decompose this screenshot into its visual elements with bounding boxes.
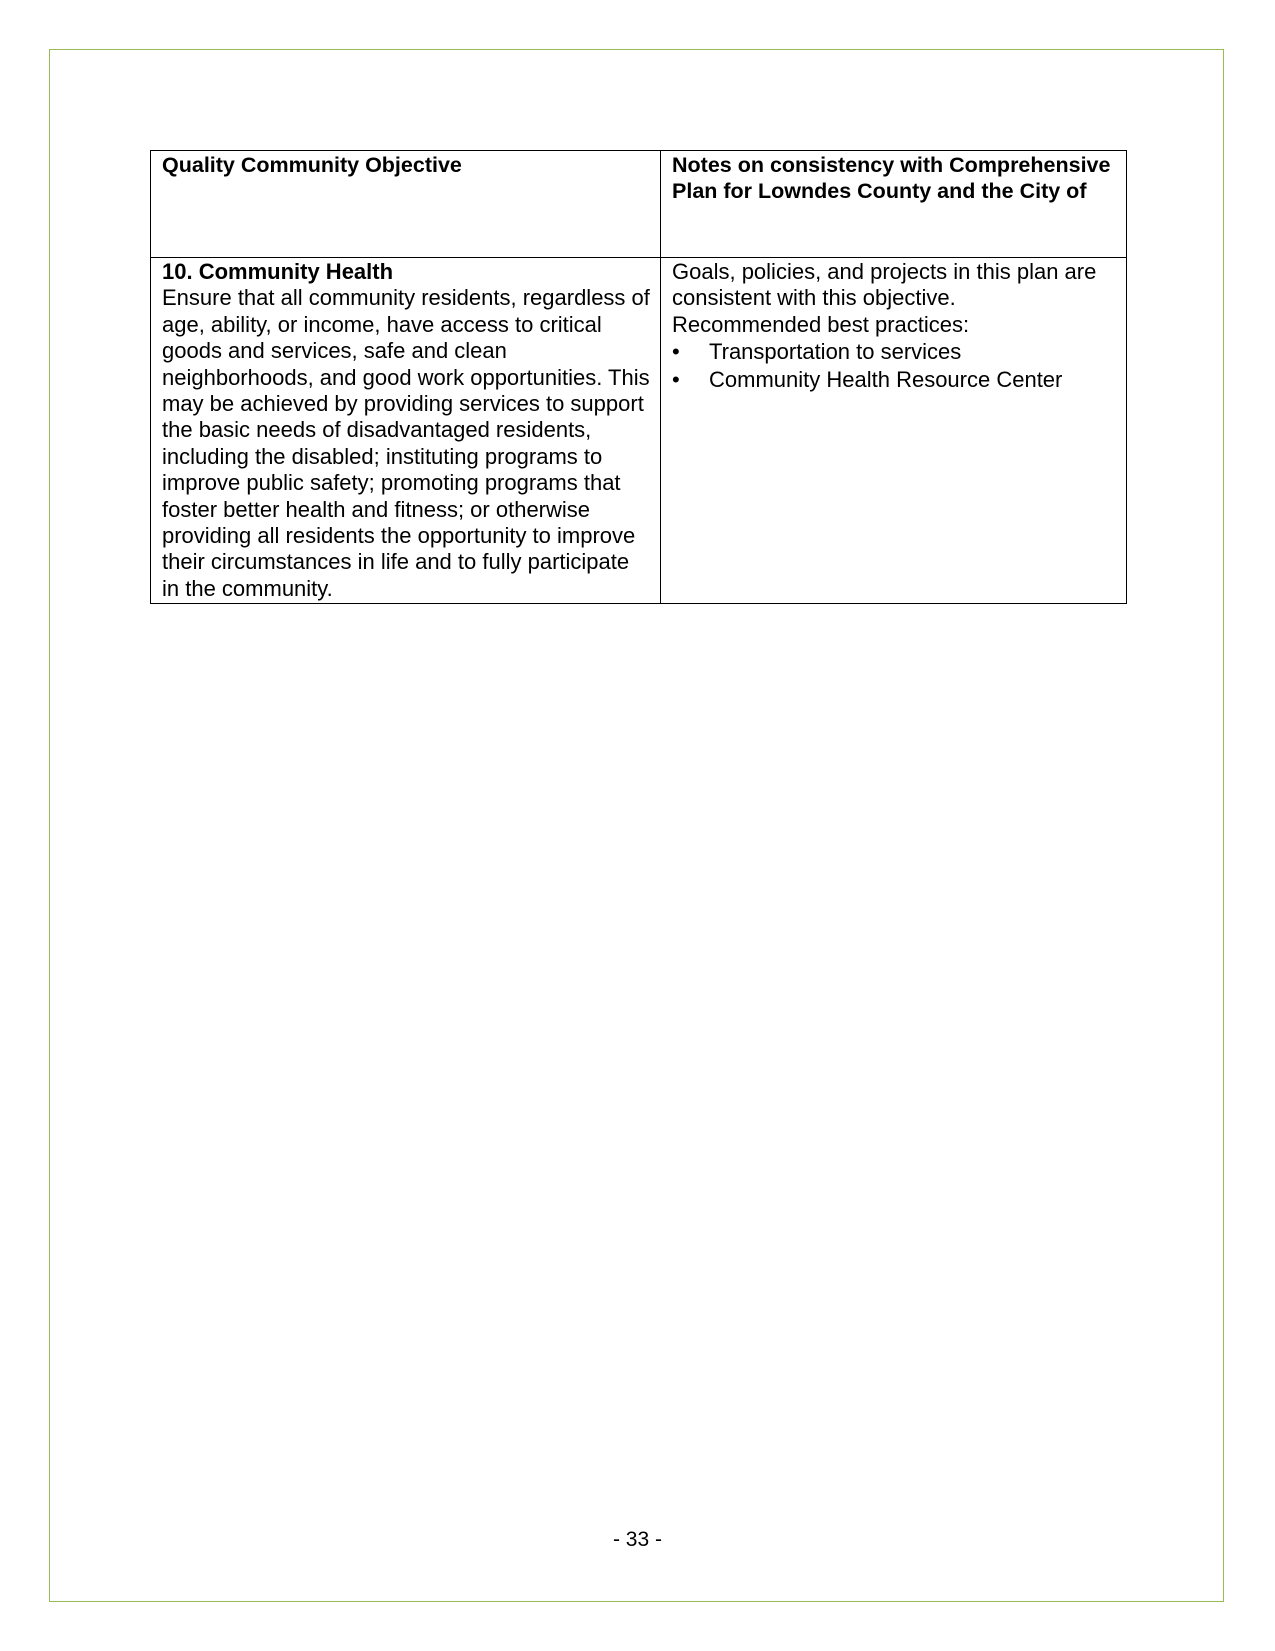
- table-header-row: [151, 151, 1127, 258]
- page-number: - 33 -: [612, 1528, 662, 1551]
- list-item: • Transportation to services: [672, 338, 1116, 366]
- objective-text: Ensure that all community residents, regardless of age, ability, or income, have access to critical goods and services, safe and clean neighborhoods, and good work opportunities. This may be achieved by providing services to support the basic needs of disadvantaged residents, including the disabled; instituting programs to improve public safety; promoting programs that foster better health and fitness; or otherwise providing all residents the opportunity to improve their circumstances in life and to fully participate in the community.: [162, 285, 650, 601]
- quality-community-objective-table: [150, 150, 1127, 604]
- objective-title: 10. Community Health: [162, 259, 394, 284]
- table-row: [151, 258, 1127, 604]
- notes-consistency-text: Goals, policies, and projects in this plan are consistent with this objective.: [672, 259, 1097, 311]
- notes-best-practices-label: Recommended best practices:: [672, 311, 970, 337]
- header-objective: Quality Community Objective: [151, 151, 661, 258]
- best-practices-list: [672, 338, 1116, 394]
- list-item: • Community Health Resource Center: [672, 366, 1116, 394]
- notes-cell: [661, 258, 1127, 604]
- header-notes: Notes on consistency with Comprehensive Plan for Lowndes County and the City of: [661, 151, 1127, 258]
- objective-cell: [151, 258, 661, 604]
